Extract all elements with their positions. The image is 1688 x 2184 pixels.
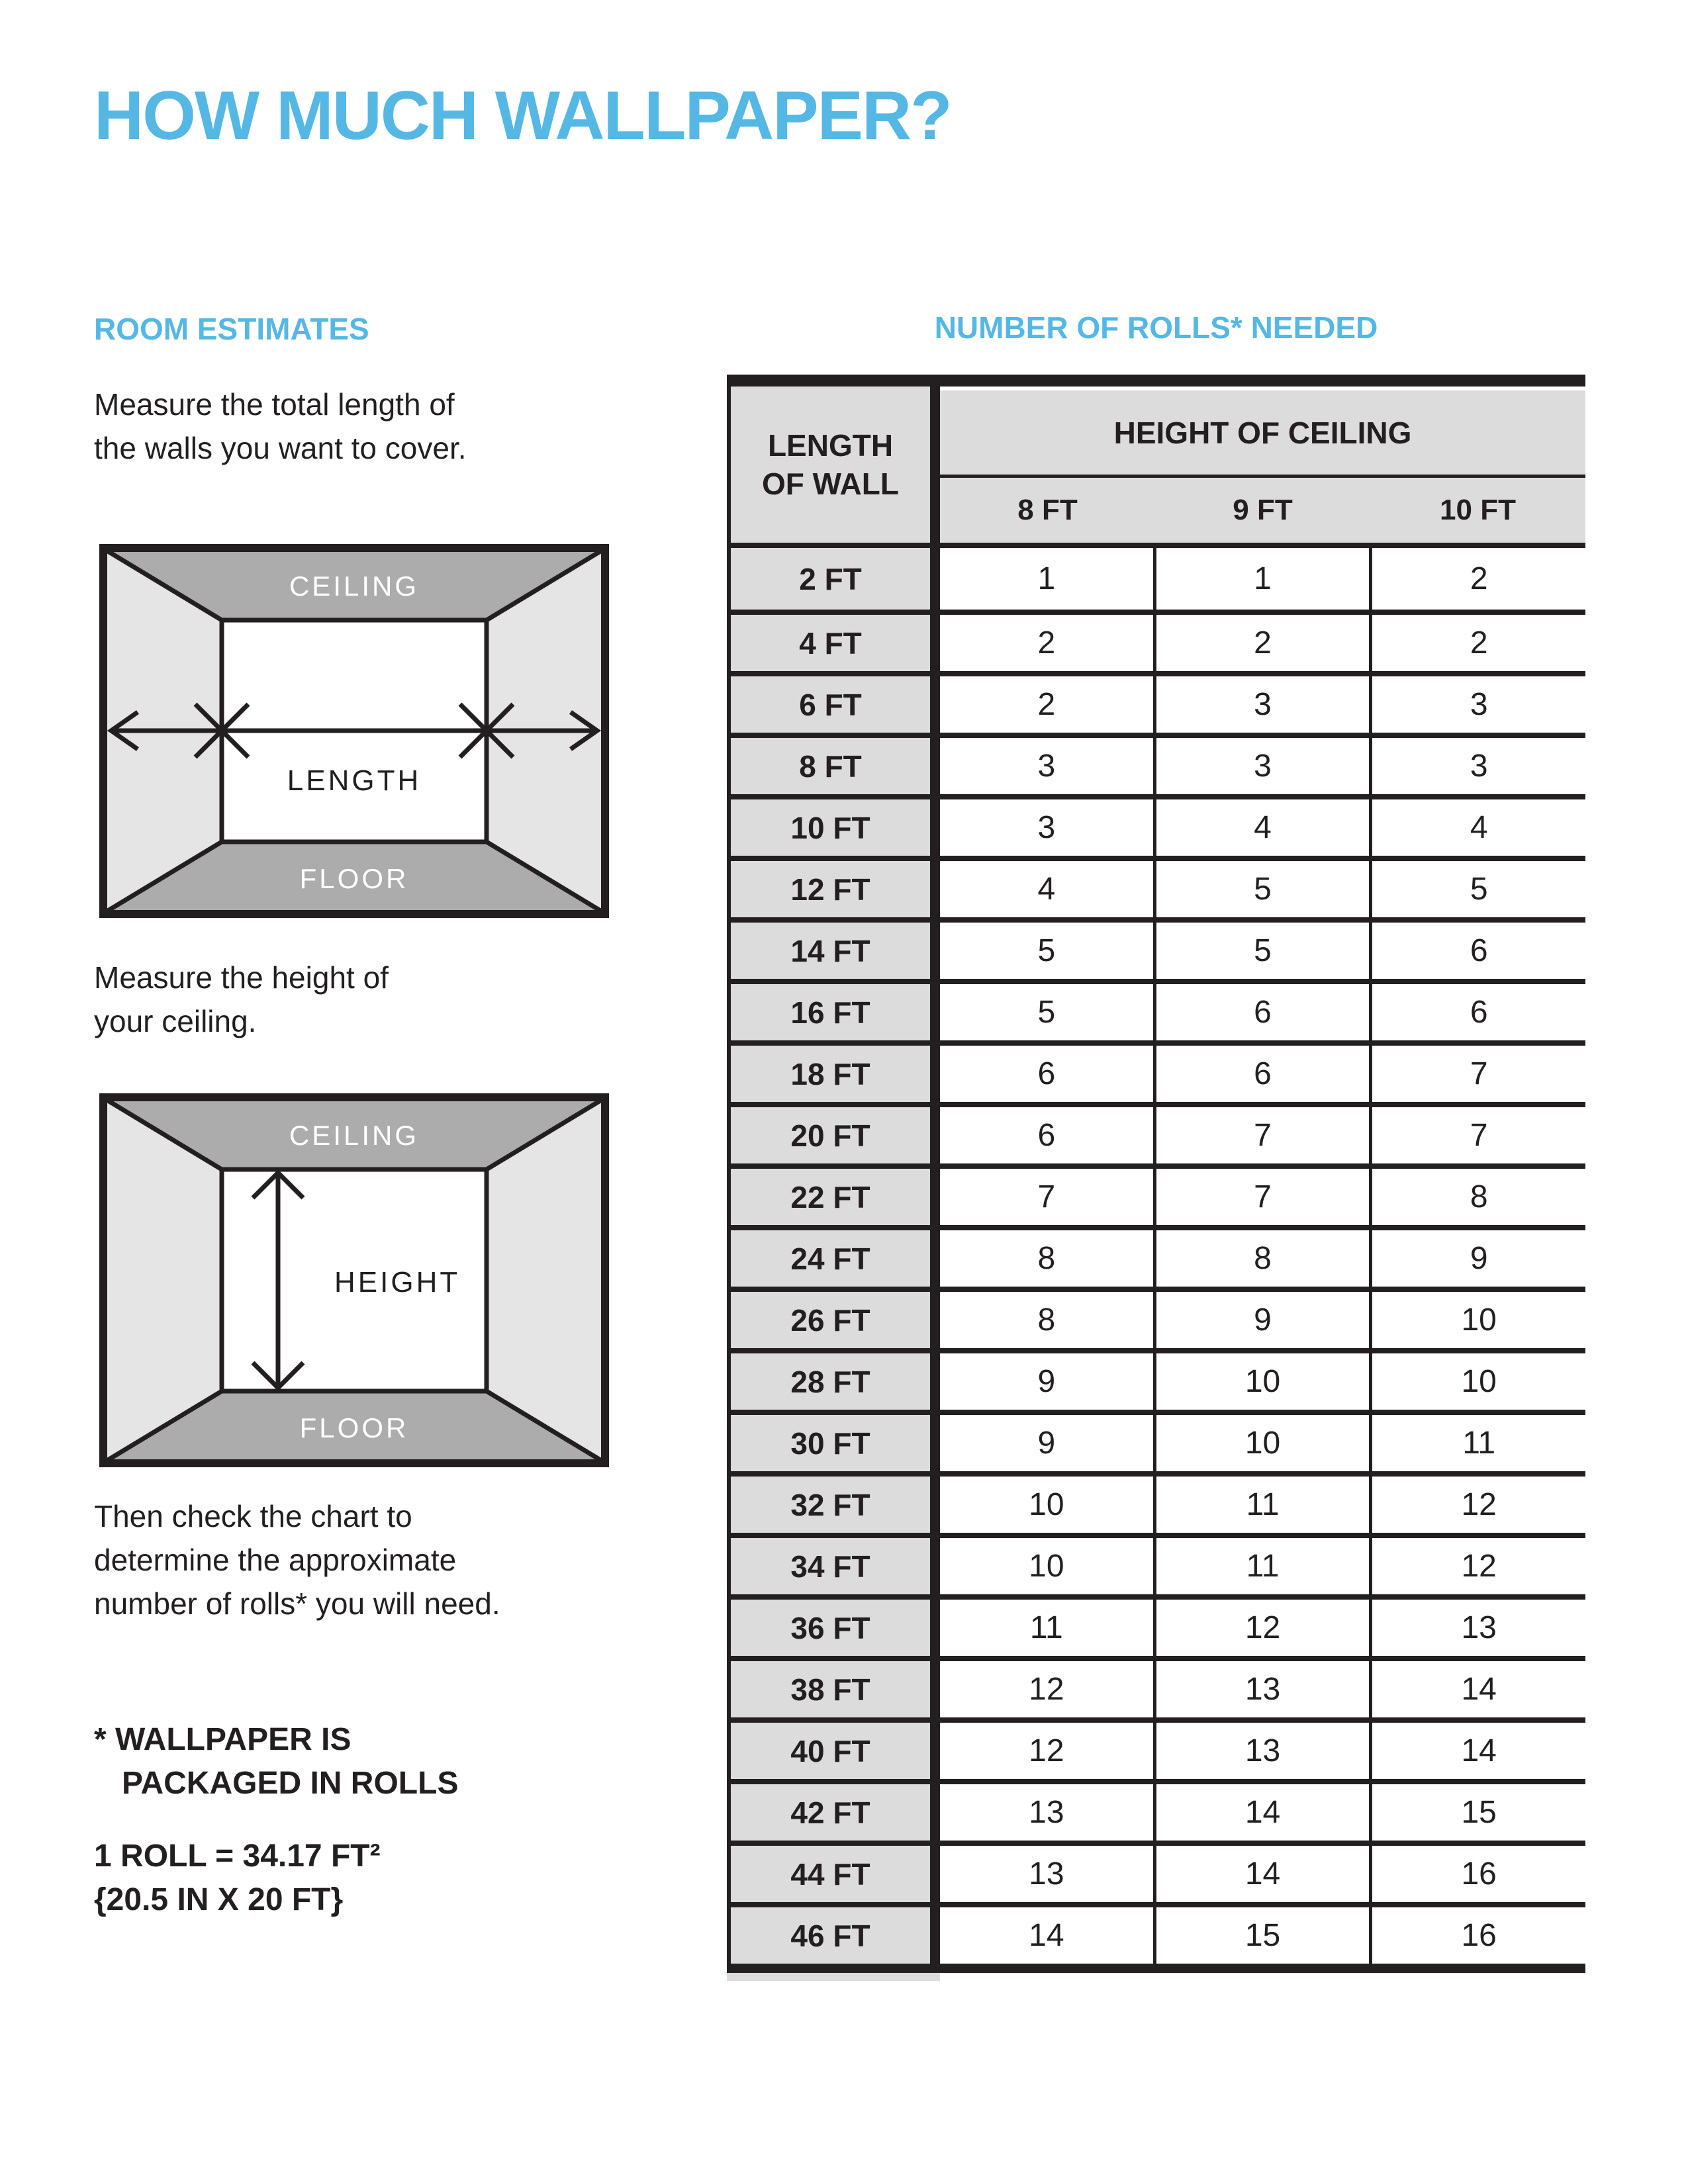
row-label: 10 FT: [731, 799, 940, 856]
roll-count-cell: 9: [1369, 1230, 1585, 1287]
instruction-line: determine the approximate: [94, 1543, 457, 1577]
row-label: 22 FT: [731, 1169, 940, 1225]
roll-count-cell: 12: [940, 1661, 1153, 1717]
instruction-measure-length: [94, 383, 467, 470]
roll-count-cell: 11: [940, 1600, 1153, 1656]
table-row: [731, 1533, 1585, 1594]
table-row: [731, 1841, 1585, 1902]
roll-count-cell: 3: [1369, 676, 1585, 733]
roll-count-cell: 12: [1369, 1538, 1585, 1594]
table-row: [731, 1471, 1585, 1533]
roll-count-cell: 13: [1369, 1600, 1585, 1656]
roll-count-cell: 2: [1369, 548, 1585, 610]
section-heading-room-estimates: ROOM ESTIMATES: [94, 312, 369, 346]
room-diagram-height: [99, 1093, 609, 1467]
footnote-line: * WALLPAPER IS: [94, 1722, 352, 1757]
roll-count-cell: 11: [1369, 1415, 1585, 1471]
row-label: 4 FT: [731, 615, 940, 671]
roll-count-cell: 4: [1369, 799, 1585, 856]
roll-count-cell: 5: [1153, 923, 1370, 979]
table-gray-tail: [727, 1973, 940, 1981]
table-row: [731, 794, 1585, 856]
row-label: 30 FT: [731, 1415, 940, 1471]
roll-count-cell: 13: [1153, 1661, 1370, 1717]
roll-count-cell: 4: [940, 861, 1153, 917]
roll-count-cell: 7: [1369, 1107, 1585, 1163]
roll-count-cell: 10: [1369, 1292, 1585, 1348]
table-row: [731, 1225, 1585, 1287]
roll-count-cell: 6: [1369, 984, 1585, 1040]
roll-count-cell: 8: [940, 1230, 1153, 1287]
roll-count-cell: 16: [1369, 1907, 1585, 1964]
page-title: HOW MUCH WALLPAPER?: [94, 77, 951, 154]
roll-count-cell: 14: [1369, 1723, 1585, 1779]
footnote-line: PACKAGED IN ROLLS: [122, 1766, 459, 1801]
roll-count-cell: 5: [940, 923, 1153, 979]
table-header: [731, 387, 1585, 543]
row-label: 16 FT: [731, 984, 940, 1040]
row-label: 18 FT: [731, 1046, 940, 1102]
section-heading-rolls-needed: NUMBER OF ROLLS* NEEDED: [934, 310, 1378, 345]
table-main: [727, 387, 1585, 1964]
roll-count-cell: 2: [940, 676, 1153, 733]
roll-count-cell: 4: [1153, 799, 1370, 856]
roll-count-cell: 6: [1369, 923, 1585, 979]
roll-count-cell: 2: [940, 615, 1153, 671]
table-row: [731, 917, 1585, 979]
roll-count-cell: 3: [1153, 676, 1370, 733]
roll-count-cell: 7: [1369, 1046, 1585, 1102]
roll-count-cell: 3: [1369, 738, 1585, 794]
row-label: 6 FT: [731, 676, 940, 733]
row-label: 36 FT: [731, 1600, 940, 1656]
column-header-8ft: 8 FT: [1017, 494, 1078, 526]
roll-count-cell: 1: [1153, 548, 1370, 610]
table-row: [731, 1410, 1585, 1471]
table-row: [731, 1594, 1585, 1656]
table-row: [731, 1040, 1585, 1102]
roll-count-cell: 5: [1153, 861, 1370, 917]
roll-count-cell: 7: [1153, 1107, 1370, 1163]
roll-count-cell: 8: [1369, 1169, 1585, 1225]
table-row: [731, 1102, 1585, 1163]
table-row: [731, 1656, 1585, 1717]
row-label: 24 FT: [731, 1230, 940, 1287]
room-diagram-length: [99, 544, 609, 918]
table-row: [731, 610, 1585, 671]
room-perspective-drawing: [99, 544, 609, 918]
room-perspective-drawing: [99, 1093, 609, 1467]
row-label: 38 FT: [731, 1661, 940, 1717]
roll-count-cell: 14: [1153, 1846, 1370, 1902]
table-row: [731, 1163, 1585, 1225]
roll-count-cell: 5: [940, 984, 1153, 1040]
roll-count-cell: 2: [1369, 615, 1585, 671]
instruction-line: Measure the height of: [94, 960, 389, 995]
roll-count-cell: 10: [1153, 1353, 1370, 1410]
roll-count-cell: 5: [1369, 861, 1585, 917]
roll-count-cell: 8: [1153, 1230, 1370, 1287]
row-label: 20 FT: [731, 1107, 940, 1163]
roll-count-cell: 3: [940, 799, 1153, 856]
roll-count-cell: 13: [1153, 1723, 1370, 1779]
row-label: 26 FT: [731, 1292, 940, 1348]
row-label: 42 FT: [731, 1784, 940, 1841]
row-label: 12 FT: [731, 861, 940, 917]
roll-count-cell: 12: [1369, 1477, 1585, 1533]
length-label: LENGTH: [287, 764, 422, 797]
roll-count-cell: 13: [940, 1846, 1153, 1902]
rolls-table: [727, 375, 1585, 1981]
instruction-measure-height: [94, 956, 389, 1043]
header-length-of-wall: [731, 387, 940, 543]
roll-size-line: 1 ROLL = 34.17 FT²: [94, 1839, 381, 1874]
roll-count-cell: 6: [940, 1107, 1153, 1163]
row-label: 46 FT: [731, 1907, 940, 1964]
table-row: [731, 733, 1585, 794]
row-label: 32 FT: [731, 1477, 940, 1533]
table-row: [731, 856, 1585, 917]
instruction-check-chart: [94, 1494, 500, 1625]
column-header-9ft: 9 FT: [1233, 494, 1293, 526]
roll-count-cell: 14: [940, 1907, 1153, 1964]
floor-label: FLOOR: [299, 863, 409, 894]
row-label: 34 FT: [731, 1538, 940, 1594]
ceiling-label: CEILING: [289, 570, 420, 602]
roll-count-cell: 9: [1153, 1292, 1370, 1348]
table-row: [731, 1348, 1585, 1410]
height-label: HEIGHT: [334, 1266, 461, 1298]
roll-count-cell: 14: [1153, 1784, 1370, 1841]
header-length-of-wall-line: OF WALL: [762, 467, 899, 501]
roll-count-cell: 12: [940, 1723, 1153, 1779]
table-row: [731, 979, 1585, 1040]
roll-count-cell: 16: [1369, 1846, 1585, 1902]
ceiling-label: CEILING: [289, 1120, 420, 1151]
roll-count-cell: 3: [1153, 738, 1370, 794]
table-row: [731, 1779, 1585, 1841]
header-subrow: [940, 478, 1585, 543]
roll-count-cell: 2: [1153, 615, 1370, 671]
roll-count-cell: 6: [1153, 984, 1370, 1040]
table-top-bar: [727, 375, 1585, 387]
header-ceiling-group: [940, 387, 1585, 543]
roll-count-cell: 8: [940, 1292, 1153, 1348]
roll-count-cell: 10: [940, 1477, 1153, 1533]
roll-count-cell: 6: [940, 1046, 1153, 1102]
row-label: 8 FT: [731, 738, 940, 794]
instruction-line: Then check the chart to: [94, 1499, 412, 1533]
roll-count-cell: 12: [1153, 1600, 1370, 1656]
instruction-line: the walls you want to cover.: [94, 431, 467, 465]
table-row: [731, 548, 1585, 610]
header-length-of-wall-line: LENGTH: [767, 428, 894, 463]
row-label: 14 FT: [731, 923, 940, 979]
table-row: [731, 1717, 1585, 1779]
roll-count-cell: 11: [1153, 1538, 1370, 1594]
footnote-wallpaper-rolls: [94, 1718, 458, 1805]
roll-count-cell: 13: [940, 1784, 1153, 1841]
table-row: [731, 671, 1585, 733]
roll-count-cell: 6: [1153, 1046, 1370, 1102]
roll-count-cell: 14: [1369, 1661, 1585, 1717]
roll-count-cell: 7: [1153, 1169, 1370, 1225]
column-header-10ft: 10 FT: [1440, 494, 1516, 526]
roll-size-info: [94, 1835, 381, 1922]
table-row: [731, 1902, 1585, 1964]
row-label: 2 FT: [731, 548, 940, 610]
roll-count-cell: 1: [940, 548, 1153, 610]
roll-count-cell: 7: [940, 1169, 1153, 1225]
row-label: 40 FT: [731, 1723, 940, 1779]
roll-count-cell: 9: [940, 1353, 1153, 1410]
roll-count-cell: 10: [940, 1538, 1153, 1594]
roll-count-cell: 11: [1153, 1477, 1370, 1533]
roll-count-cell: 3: [940, 738, 1153, 794]
roll-count-cell: 9: [940, 1415, 1153, 1471]
header-height-of-ceiling: HEIGHT OF CEILING: [940, 390, 1585, 475]
instruction-line: Measure the total length of: [94, 387, 455, 422]
instruction-line: number of rolls* you will need.: [94, 1586, 500, 1621]
roll-count-cell: 10: [1153, 1415, 1370, 1471]
table-bottom-bar: [727, 1964, 1585, 1973]
instruction-line: your ceiling.: [94, 1004, 257, 1038]
table-row: [731, 1287, 1585, 1348]
row-label: 44 FT: [731, 1846, 940, 1902]
roll-count-cell: 15: [1369, 1784, 1585, 1841]
roll-count-cell: 10: [1369, 1353, 1585, 1410]
roll-size-line: {20.5 IN X 20 FT}: [94, 1882, 344, 1917]
row-label: 28 FT: [731, 1353, 940, 1410]
header-bottom-line: [731, 543, 1585, 548]
roll-count-cell: 15: [1153, 1907, 1370, 1964]
table-body: [731, 548, 1585, 1964]
floor-label: FLOOR: [299, 1412, 409, 1443]
